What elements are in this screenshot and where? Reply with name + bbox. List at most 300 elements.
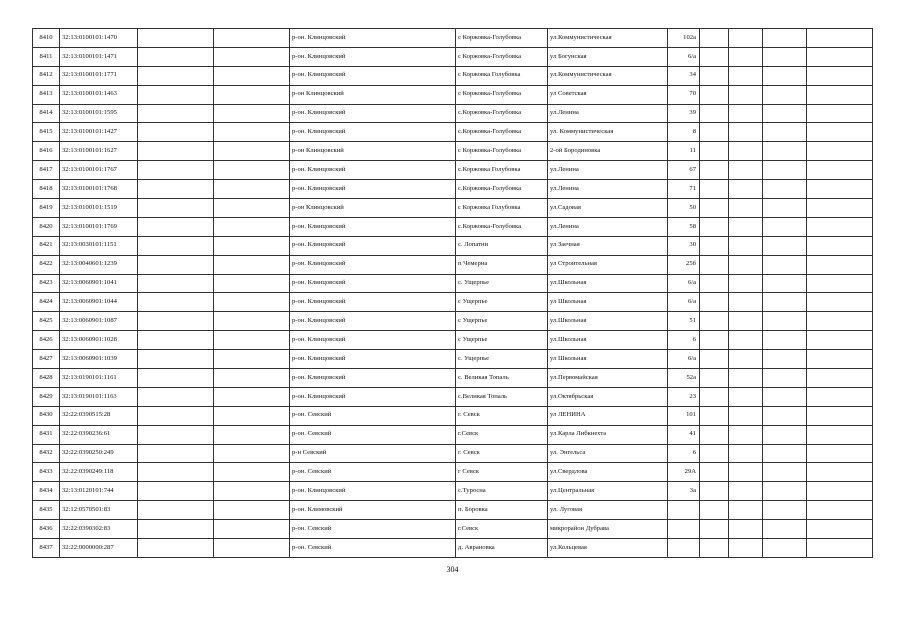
locality-cell: с. Лопатни xyxy=(456,236,548,255)
empty-cell xyxy=(138,444,214,463)
table-row xyxy=(33,482,873,501)
empty-cell xyxy=(214,217,290,236)
locality-cell: д. Аврановка xyxy=(456,539,548,558)
table-row xyxy=(33,406,873,425)
house-number-cell: 41 xyxy=(668,425,700,444)
street-cell: ул.Октябрьская xyxy=(548,387,668,406)
empty-cell xyxy=(700,161,729,180)
empty-cell xyxy=(700,520,729,539)
empty-cell xyxy=(763,425,807,444)
empty-cell xyxy=(807,236,873,255)
district-cell: р-он. Севский xyxy=(290,463,456,482)
locality-cell: с Коржовка Голубовка xyxy=(456,66,548,85)
cadastral-number-cell: 32:13:0100101:1470 xyxy=(60,29,138,48)
row-number-cell: 8426 xyxy=(33,331,60,350)
empty-cell xyxy=(700,425,729,444)
row-number-cell: 8429 xyxy=(33,387,60,406)
empty-cell xyxy=(807,539,873,558)
district-cell: р-н Севский xyxy=(290,444,456,463)
empty-cell xyxy=(214,199,290,218)
row-number-cell: 8415 xyxy=(33,123,60,142)
house-number-cell: 102а xyxy=(668,29,700,48)
locality-cell: п Чемерна xyxy=(456,255,548,274)
empty-cell xyxy=(214,123,290,142)
empty-cell xyxy=(763,331,807,350)
property-table xyxy=(32,28,873,558)
district-cell: р-он Клинцовский xyxy=(290,142,456,161)
empty-cell xyxy=(138,161,214,180)
empty-cell xyxy=(807,406,873,425)
table-row xyxy=(33,47,873,66)
table-row xyxy=(33,444,873,463)
empty-cell xyxy=(763,274,807,293)
empty-cell xyxy=(214,161,290,180)
street-cell: 2-ой Бородиновка xyxy=(548,142,668,161)
empty-cell xyxy=(807,29,873,48)
empty-cell xyxy=(807,293,873,312)
empty-cell xyxy=(729,312,763,331)
empty-cell xyxy=(729,255,763,274)
locality-cell: с Коржовка-Голубовка xyxy=(456,47,548,66)
empty-cell xyxy=(214,104,290,123)
empty-cell xyxy=(214,236,290,255)
house-number-cell: 51 xyxy=(668,312,700,331)
cadastral-number-cell: 32:13:0040601:1239 xyxy=(60,255,138,274)
empty-cell xyxy=(214,539,290,558)
empty-cell xyxy=(763,85,807,104)
house-number-cell: 6/а xyxy=(668,47,700,66)
cadastral-number-cell: 32:13:0100101:1769 xyxy=(60,217,138,236)
cadastral-number-cell: 32:13:0060901:1028 xyxy=(60,331,138,350)
empty-cell xyxy=(138,350,214,369)
cadastral-number-cell: 32:13:0060901:1041 xyxy=(60,274,138,293)
cadastral-number-cell: 32:13:0100101:1768 xyxy=(60,180,138,199)
empty-cell xyxy=(763,293,807,312)
empty-cell xyxy=(700,331,729,350)
locality-cell: с Коржовка-Голубовка xyxy=(456,85,548,104)
table-row xyxy=(33,312,873,331)
empty-cell xyxy=(807,331,873,350)
district-cell: р-он. Клинцовский xyxy=(290,274,456,293)
empty-cell xyxy=(138,142,214,161)
district-cell: р-он. Клинцовский xyxy=(290,387,456,406)
empty-cell xyxy=(138,123,214,142)
district-cell: р-он. Клинцовский xyxy=(290,312,456,331)
empty-cell xyxy=(214,387,290,406)
house-number-cell: 34 xyxy=(668,66,700,85)
table-row xyxy=(33,520,873,539)
house-number-cell: 6 xyxy=(668,444,700,463)
street-cell: ул Богунская xyxy=(548,47,668,66)
district-cell: р-он Клинцовский xyxy=(290,85,456,104)
empty-cell xyxy=(700,406,729,425)
empty-cell xyxy=(763,255,807,274)
district-cell: р-он. Клинцовский xyxy=(290,29,456,48)
street-cell: ул Строительная xyxy=(548,255,668,274)
table-row xyxy=(33,369,873,388)
empty-cell xyxy=(700,463,729,482)
cadastral-number-cell: 32:13:0100101:1471 xyxy=(60,47,138,66)
row-number-cell: 8419 xyxy=(33,199,60,218)
district-cell: р-он Клинцовский xyxy=(290,199,456,218)
empty-cell xyxy=(729,331,763,350)
row-number-cell: 8413 xyxy=(33,85,60,104)
empty-cell xyxy=(763,520,807,539)
row-number-cell: 8423 xyxy=(33,274,60,293)
row-number-cell: 8432 xyxy=(33,444,60,463)
district-cell: р-он. Клинцовский xyxy=(290,217,456,236)
row-number-cell: 8425 xyxy=(33,312,60,331)
empty-cell xyxy=(700,539,729,558)
empty-cell xyxy=(807,255,873,274)
house-number-cell xyxy=(668,539,700,558)
cadastral-number-cell: 32:22:0000000:287 xyxy=(60,539,138,558)
cadastral-number-cell: 32:13:0100101:1627 xyxy=(60,142,138,161)
street-cell: ул.Школьная xyxy=(548,331,668,350)
street-cell: ул.Первомайская xyxy=(548,369,668,388)
empty-cell xyxy=(807,501,873,520)
cadastral-number-cell: 32:13:0060901:1044 xyxy=(60,293,138,312)
empty-cell xyxy=(807,520,873,539)
cadastral-number-cell: 32:22:0390302:83 xyxy=(60,520,138,539)
empty-cell xyxy=(763,236,807,255)
empty-cell xyxy=(729,104,763,123)
empty-cell xyxy=(729,47,763,66)
locality-cell: с.Великая Топаль xyxy=(456,387,548,406)
street-cell: ул.Центральная xyxy=(548,482,668,501)
street-cell: ул Заечная xyxy=(548,236,668,255)
empty-cell xyxy=(138,331,214,350)
empty-cell xyxy=(214,29,290,48)
house-number-cell: 6/а xyxy=(668,274,700,293)
row-number-cell: 8417 xyxy=(33,161,60,180)
empty-cell xyxy=(214,444,290,463)
street-cell: ул Советская xyxy=(548,85,668,104)
empty-cell xyxy=(214,482,290,501)
district-cell: р-он. Севский xyxy=(290,539,456,558)
empty-cell xyxy=(214,369,290,388)
row-number-cell: 8428 xyxy=(33,369,60,388)
street-cell: ул.Карла Либкнехта xyxy=(548,425,668,444)
empty-cell xyxy=(700,350,729,369)
empty-cell xyxy=(138,520,214,539)
empty-cell xyxy=(729,520,763,539)
row-number-cell: 8424 xyxy=(33,293,60,312)
cadastral-number-cell: 32:13:0100101:1463 xyxy=(60,85,138,104)
empty-cell xyxy=(807,66,873,85)
empty-cell xyxy=(214,312,290,331)
empty-cell xyxy=(729,501,763,520)
table-row xyxy=(33,29,873,48)
cadastral-number-cell: 32:13:0100101:1771 xyxy=(60,66,138,85)
street-cell: ул. Коммунистическая xyxy=(548,123,668,142)
row-number-cell: 8412 xyxy=(33,66,60,85)
page-number: 304 xyxy=(446,565,459,574)
table-row xyxy=(33,501,873,520)
house-number-cell: 23 xyxy=(668,387,700,406)
empty-cell xyxy=(729,539,763,558)
empty-cell xyxy=(700,369,729,388)
empty-cell xyxy=(807,47,873,66)
empty-cell xyxy=(138,66,214,85)
table-row xyxy=(33,387,873,406)
empty-cell xyxy=(214,425,290,444)
street-cell: ул.Ленина xyxy=(548,217,668,236)
locality-cell: с Коржовка-Голубовка xyxy=(456,29,548,48)
empty-cell xyxy=(138,425,214,444)
locality-cell: с.Коржовка-Голубовка xyxy=(456,217,548,236)
empty-cell xyxy=(700,312,729,331)
district-cell: р-он. Клинцовский xyxy=(290,180,456,199)
empty-cell xyxy=(729,142,763,161)
house-number-cell: 11 xyxy=(668,142,700,161)
house-number-cell: 8 xyxy=(668,123,700,142)
house-number-cell: 29А xyxy=(668,463,700,482)
locality-cell: с.Коржовка-Голубовка xyxy=(456,180,548,199)
empty-cell xyxy=(807,444,873,463)
cadastral-number-cell: 32:22:0390515:28 xyxy=(60,406,138,425)
empty-cell xyxy=(729,482,763,501)
locality-cell: с Ущерпье xyxy=(456,293,548,312)
district-cell: р-он. Клинцовский xyxy=(290,47,456,66)
empty-cell xyxy=(138,217,214,236)
cadastral-number-cell: 32:13:0190101:1163 xyxy=(60,387,138,406)
table-row xyxy=(33,350,873,369)
row-number-cell: 8431 xyxy=(33,425,60,444)
table-row xyxy=(33,142,873,161)
empty-cell xyxy=(138,104,214,123)
empty-cell xyxy=(807,199,873,218)
district-cell: р-он. Клинцовский xyxy=(290,293,456,312)
empty-cell xyxy=(729,123,763,142)
cadastral-number-cell: 32:22:0390249:118 xyxy=(60,463,138,482)
empty-cell xyxy=(729,66,763,85)
house-number-cell: 25б xyxy=(668,255,700,274)
empty-cell xyxy=(763,142,807,161)
locality-cell: с. Великая Топаль xyxy=(456,369,548,388)
empty-cell xyxy=(763,312,807,331)
empty-cell xyxy=(807,180,873,199)
table-row xyxy=(33,331,873,350)
cadastral-number-cell: 32:13:0100101:1767 xyxy=(60,161,138,180)
empty-cell xyxy=(138,274,214,293)
empty-cell xyxy=(700,482,729,501)
street-cell: ул.Садовая xyxy=(548,199,668,218)
empty-cell xyxy=(138,236,214,255)
empty-cell xyxy=(138,180,214,199)
empty-cell xyxy=(700,104,729,123)
table-row xyxy=(33,425,873,444)
street-cell: микрорайон Дубрава xyxy=(548,520,668,539)
table-row xyxy=(33,199,873,218)
table-row xyxy=(33,255,873,274)
cadastral-number-cell: 32:13:0100101:1595 xyxy=(60,104,138,123)
empty-cell xyxy=(807,161,873,180)
district-cell: р-он. Клинцовский xyxy=(290,369,456,388)
empty-cell xyxy=(700,217,729,236)
empty-cell xyxy=(807,482,873,501)
row-number-cell: 8422 xyxy=(33,255,60,274)
empty-cell xyxy=(214,350,290,369)
locality-cell: с Коржовка Голубовка xyxy=(456,199,548,218)
empty-cell xyxy=(763,47,807,66)
district-cell: р-он. Климовский xyxy=(290,501,456,520)
district-cell: р-он. Севский xyxy=(290,520,456,539)
empty-cell xyxy=(138,406,214,425)
locality-cell: г Севск xyxy=(456,463,548,482)
table-row xyxy=(33,161,873,180)
empty-cell xyxy=(763,123,807,142)
empty-cell xyxy=(729,406,763,425)
district-cell: р-он. Клинцовский xyxy=(290,331,456,350)
cadastral-number-cell: 32:22:0390236:61 xyxy=(60,425,138,444)
cadastral-number-cell: 32:13:0060901:1039 xyxy=(60,350,138,369)
house-number-cell xyxy=(668,520,700,539)
row-number-cell: 8435 xyxy=(33,501,60,520)
empty-cell xyxy=(214,501,290,520)
locality-cell: с Ущерпье xyxy=(456,312,548,331)
empty-cell xyxy=(700,180,729,199)
locality-cell: с Коржовка-Голубовка xyxy=(456,142,548,161)
street-cell: ул Школьная xyxy=(548,350,668,369)
empty-cell xyxy=(807,312,873,331)
row-number-cell: 8420 xyxy=(33,217,60,236)
locality-cell: с.Коржовка-Голубовка xyxy=(456,123,548,142)
empty-cell xyxy=(807,274,873,293)
empty-cell xyxy=(729,199,763,218)
locality-cell: с. Ущерпье xyxy=(456,350,548,369)
empty-cell xyxy=(700,293,729,312)
house-number-cell: 3а xyxy=(668,482,700,501)
cadastral-number-cell: 32:13:0190101:1161 xyxy=(60,369,138,388)
empty-cell xyxy=(807,104,873,123)
street-cell: ул Школьная xyxy=(548,293,668,312)
empty-cell xyxy=(138,255,214,274)
empty-cell xyxy=(700,85,729,104)
empty-cell xyxy=(763,350,807,369)
row-number-cell: 8427 xyxy=(33,350,60,369)
street-cell: ул ЛЕНИНА xyxy=(548,406,668,425)
cadastral-number-cell: 32:13:0100101:1427 xyxy=(60,123,138,142)
empty-cell xyxy=(700,444,729,463)
locality-cell: г. Севск xyxy=(456,444,548,463)
empty-cell xyxy=(807,350,873,369)
table-row xyxy=(33,236,873,255)
house-number-cell: 58 xyxy=(668,217,700,236)
empty-cell xyxy=(763,199,807,218)
empty-cell xyxy=(763,180,807,199)
street-cell: ул.Ленина xyxy=(548,104,668,123)
empty-cell xyxy=(729,444,763,463)
district-cell: р-он. Севский xyxy=(290,406,456,425)
row-number-cell: 8421 xyxy=(33,236,60,255)
table-row xyxy=(33,66,873,85)
street-cell: ул.Коммунистическая xyxy=(548,66,668,85)
empty-cell xyxy=(214,520,290,539)
empty-cell xyxy=(729,180,763,199)
empty-cell xyxy=(700,255,729,274)
row-number-cell: 8411 xyxy=(33,47,60,66)
empty-cell xyxy=(763,387,807,406)
empty-cell xyxy=(214,85,290,104)
street-cell: ул.Ленина xyxy=(548,180,668,199)
empty-cell xyxy=(729,463,763,482)
cadastral-number-cell: 32:13:0060901:1087 xyxy=(60,312,138,331)
row-number-cell: 8410 xyxy=(33,29,60,48)
locality-cell: с Ущерпье xyxy=(456,331,548,350)
table-row xyxy=(33,217,873,236)
empty-cell xyxy=(807,142,873,161)
empty-cell xyxy=(763,444,807,463)
empty-cell xyxy=(138,293,214,312)
empty-cell xyxy=(763,217,807,236)
house-number-cell: 6 xyxy=(668,331,700,350)
empty-cell xyxy=(729,217,763,236)
empty-cell xyxy=(729,236,763,255)
cadastral-number-cell: 32:13:0100101:1519 xyxy=(60,199,138,218)
cadastral-number-cell: 32:13:0030101:1151 xyxy=(60,236,138,255)
street-cell: ул.Школьная xyxy=(548,274,668,293)
empty-cell xyxy=(763,29,807,48)
empty-cell xyxy=(214,255,290,274)
district-cell: р-он. Клинцовский xyxy=(290,161,456,180)
empty-cell xyxy=(763,463,807,482)
locality-cell: с. Ущерпье xyxy=(456,274,548,293)
empty-cell xyxy=(729,29,763,48)
empty-cell xyxy=(729,425,763,444)
house-number-cell: 6/а xyxy=(668,350,700,369)
district-cell: р-он. Клинцовский xyxy=(290,236,456,255)
row-number-cell: 8436 xyxy=(33,520,60,539)
house-number-cell xyxy=(668,501,700,520)
empty-cell xyxy=(138,482,214,501)
street-cell: ул. Луговая xyxy=(548,501,668,520)
row-number-cell: 8434 xyxy=(33,482,60,501)
empty-cell xyxy=(763,104,807,123)
locality-cell: г.Севск xyxy=(456,520,548,539)
empty-cell xyxy=(214,406,290,425)
empty-cell xyxy=(807,217,873,236)
empty-cell xyxy=(138,463,214,482)
table-row xyxy=(33,104,873,123)
empty-cell xyxy=(807,387,873,406)
table-row xyxy=(33,539,873,558)
house-number-cell: 39 xyxy=(668,104,700,123)
district-cell: р-он. Клинцовский xyxy=(290,482,456,501)
house-number-cell: 30 xyxy=(668,236,700,255)
table-row xyxy=(33,293,873,312)
empty-cell xyxy=(729,350,763,369)
row-number-cell: 8414 xyxy=(33,104,60,123)
empty-cell xyxy=(214,66,290,85)
empty-cell xyxy=(807,123,873,142)
empty-cell xyxy=(138,369,214,388)
empty-cell xyxy=(807,85,873,104)
locality-cell: с.Туросна xyxy=(456,482,548,501)
house-number-cell: 101 xyxy=(668,406,700,425)
locality-cell: п. Боровка xyxy=(456,501,548,520)
house-number-cell: 71 xyxy=(668,180,700,199)
district-cell: р-он. Клинцовский xyxy=(290,350,456,369)
district-cell: р-он. Клинцовский xyxy=(290,123,456,142)
empty-cell xyxy=(138,387,214,406)
table-row xyxy=(33,274,873,293)
row-number-cell: 8433 xyxy=(33,463,60,482)
empty-cell xyxy=(138,47,214,66)
empty-cell xyxy=(700,66,729,85)
empty-cell xyxy=(214,274,290,293)
empty-cell xyxy=(700,501,729,520)
